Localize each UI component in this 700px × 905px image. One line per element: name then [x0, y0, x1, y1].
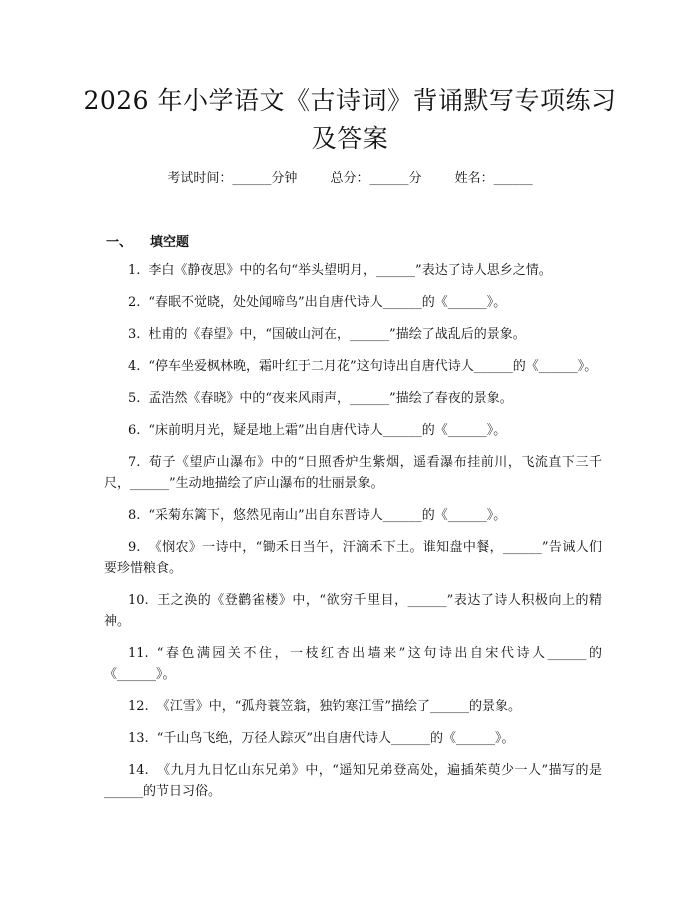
question-item — [104, 643, 602, 685]
section-number: 一、 — [106, 235, 133, 250]
question-item — [104, 420, 602, 441]
question-text: 孟浩然《春晓》中的“夜来风雨声，______”描绘了春夜的景象。 — [148, 391, 513, 406]
page-title: 2026 年小学语文《古诗词》背诵默写专项练习及答案 — [83, 86, 617, 153]
question-item — [104, 292, 602, 313]
question-text: 杜甫的《春望》中，“国破山河在，______”描绘了战乱后的景象。 — [148, 327, 526, 342]
question-list — [104, 260, 602, 813]
question-number: 13. — [128, 731, 149, 746]
question-text: “采菊东篱下，悠然见南山”出自东晋诗人______的《______》。 — [148, 508, 507, 523]
question-text: “春眠不觉晓，处处闻啼鸟”出自唐代诗人______的《______》。 — [148, 295, 507, 310]
question-text: “床前明月光，疑是地上霜”出自唐代诗人______的《______》。 — [148, 423, 507, 438]
question-item — [104, 324, 602, 345]
question-text: 《江雪》中，“孤舟蓑笠翁，独钓寒江雪”描绘了______的景象。 — [156, 699, 521, 714]
question-item — [104, 388, 602, 409]
question-text: “千山鸟飞绝，万径人踪灭”出自唐代诗人______的《______》。 — [156, 731, 515, 746]
question-text: “春色满园关不住，一枝红杏出墙来”这句诗出自宋代诗人______的《______》。 — [104, 646, 602, 682]
question-number: 6. — [128, 423, 141, 438]
question-text: 《悯农》一诗中，“锄禾日当午，汗滴禾下土。谁知盘中餐，______”告诫人们要珍惜粮食。 — [104, 540, 602, 576]
question-text: 荀子《望庐山瀑布》中的“日照香炉生紫烟，遥看瀑布挂前川，飞流直下三千尺，______”生动地描绘了庐山瀑布的壮丽景象。 — [104, 455, 602, 491]
exam-score: 总分：______分 — [330, 171, 422, 186]
section-heading — [106, 231, 189, 250]
question-item — [104, 537, 602, 579]
question-number: 7. — [128, 455, 141, 470]
exam-name: 姓名：______ — [454, 171, 533, 186]
question-number: 10. — [128, 593, 149, 608]
question-text: “停车坐爱枫林晚，霜叶红于二月花”这句诗出自唐代诗人______的《______》。 — [148, 359, 598, 374]
question-item — [104, 505, 602, 526]
question-item — [104, 260, 602, 281]
question-number: 4. — [128, 359, 141, 374]
question-number: 9. — [128, 540, 141, 555]
question-text: 王之涣的《登鹳雀楼》中，“欲穷千里目，______”表达了诗人积极向上的精神。 — [104, 593, 602, 629]
question-text: 李白《静夜思》中的名句“举头望明月，______”表达了诗人思乡之情。 — [148, 263, 552, 278]
question-number: 1. — [128, 263, 141, 278]
question-item — [104, 356, 602, 377]
question-item — [104, 452, 602, 494]
question-number: 2. — [128, 295, 141, 310]
question-number: 12. — [128, 699, 149, 714]
exam-meta — [0, 170, 700, 188]
question-item — [104, 696, 602, 717]
question-text: 《九月九日忆山东兄弟》中，“遥知兄弟登高处，遍插茱萸少一人”描写的是______的节日习俗。 — [104, 763, 602, 799]
question-item — [104, 590, 602, 632]
question-item — [104, 728, 602, 749]
question-number: 3. — [128, 327, 141, 342]
exam-time: 考试时间：______分钟 — [167, 171, 298, 186]
question-number: 8. — [128, 508, 141, 523]
question-number: 14. — [128, 763, 149, 778]
section-label: 填空题 — [150, 235, 190, 250]
question-number: 5. — [128, 391, 141, 406]
question-item — [104, 760, 602, 802]
question-number: 11. — [128, 646, 149, 661]
